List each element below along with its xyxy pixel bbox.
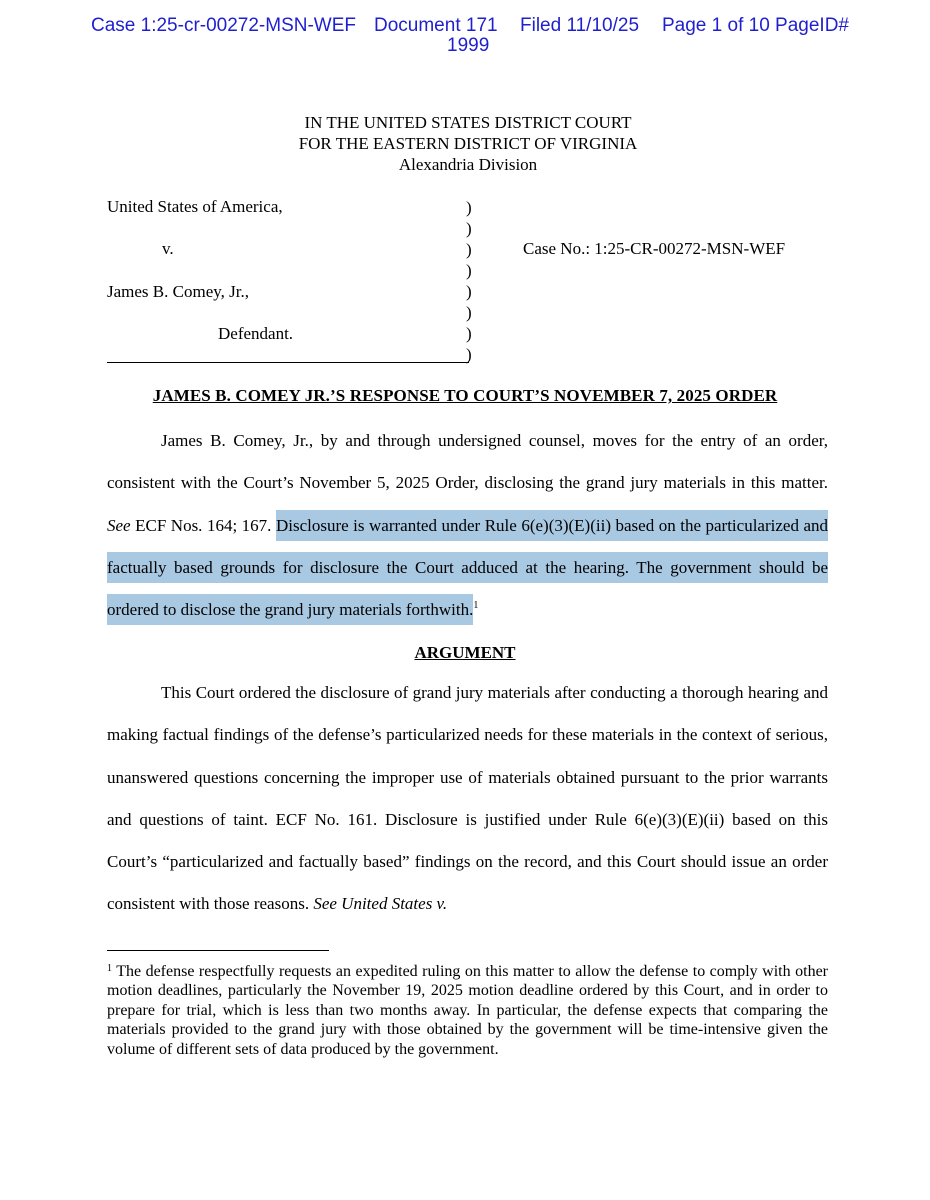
court-heading [0, 112, 930, 175]
document-title: JAMES B. COMEY JR.’S RESPONSE TO COURT’S NOVEMBER 7, 2025 ORDER [152, 386, 778, 405]
footnote-number: 1 [107, 963, 112, 974]
caption-versus: v. [162, 239, 174, 258]
court-name-line-1: IN THE UNITED STATES DISTRICT COURT [304, 113, 632, 132]
intro-paragraph [107, 420, 828, 631]
argument-citation: See United States v. [313, 894, 448, 914]
ecf-pageid: 1999 [447, 35, 490, 56]
footnote-divider [107, 950, 329, 951]
ecf-case-number: Case 1:25-cr-00272-MSN-WEF [91, 15, 357, 36]
argument-paragraph [107, 672, 828, 926]
argument-text: This Court ordered the disclosure of grand jury materials after conducting a thorough hearing and making factual findings of the defense’s particularized needs for these materials in the context of serious, unanswered questions concerning the improper use of materials obtained pursuant to the prior warrants and questions of taint. ECF No. 161. Disclosure is justified under Rule 6(e)(3)(E)(ii) based on this Court’s “particularized and factually based” findings on the record, and this Court should issue an order consistent with those reasons. [107, 683, 828, 914]
caption-paren: ) [466, 345, 472, 364]
caption-case-number: Case No.: 1:25-CR-00272-MSN-WEF [523, 239, 786, 258]
caption-paren: ) [466, 282, 472, 301]
caption-defendant: James B. Comey, Jr., [107, 282, 249, 301]
highlighted-text[interactable]: Disclosure is warranted under Rule 6(e)(3)(E)(ii) based on the particularized and factually based grounds for disclosure the Court adduced at the hearing. The government should be ordered to disclose the grand jury materials forthwith. [107, 510, 828, 626]
caption-parentheses [466, 197, 472, 365]
caption-defendant-role: Defendant. [218, 324, 294, 343]
court-name-line-2: FOR THE EASTERN DISTRICT OF VIRGINIA [298, 134, 638, 153]
footnote [107, 962, 828, 1059]
caption-divider [107, 362, 469, 363]
footnote-reference[interactable]: 1 [473, 600, 479, 612]
intro-see-signal: See [107, 515, 131, 535]
intro-text: James B. Comey, Jr., by and through undersigned counsel, moves for the entry of an order, consistent with the Court’s November 5, 2025 Order, disclosing the grand jury materials in this matter. [107, 431, 828, 493]
court-division: Alexandria Division [398, 155, 538, 174]
caption-paren: ) [466, 219, 472, 238]
caption-paren: ) [466, 324, 472, 343]
caption-paren: ) [466, 198, 472, 217]
intro-citation: ECF Nos. 164; 167. [130, 515, 276, 535]
footnote-text: The defense respectfully requests an expedited ruling on this matter to allow the defense to comply with other motion deadlines, particularly the November 19, 2025 motion deadline ordered by this Court, and in order to prepare for trial, which is less than two months away. In particular, the defense expects that comparing the materials provided to the grand jury with those obtained by the government will be time-intensive given the volume of different sets of data produced by the government. [107, 963, 828, 1058]
caption-paren: ) [466, 261, 472, 280]
ecf-filed-date: Filed 11/10/25 [520, 15, 640, 36]
argument-heading: ARGUMENT [414, 643, 516, 662]
caption-paren: ) [466, 240, 472, 259]
caption-plaintiff: United States of America, [107, 197, 283, 216]
ecf-page-info: Page 1 of 10 PageID# [662, 15, 849, 36]
caption-paren: ) [466, 303, 472, 322]
ecf-document-number: Document 171 [374, 15, 498, 36]
